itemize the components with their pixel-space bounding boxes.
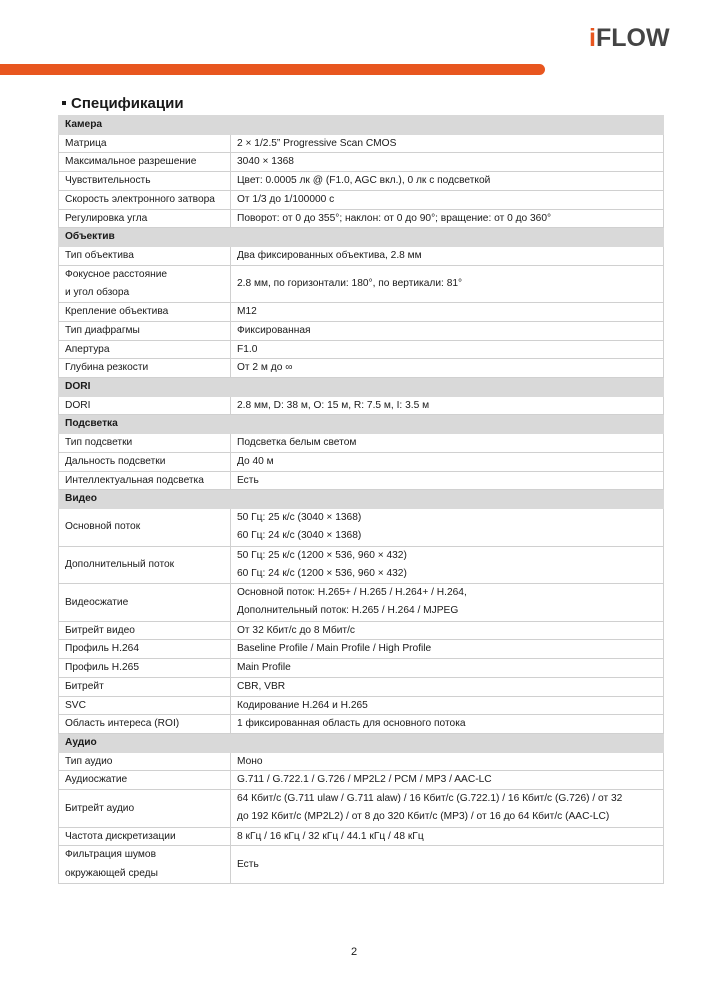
table-row [59,303,664,322]
spec-value: Есть [231,846,664,884]
spec-value: 2.8 мм, D: 38 м, O: 15 м, R: 7.5 м, I: 3.5 м [231,396,664,415]
spec-label: Матрица [59,134,231,153]
spec-value: 3040 × 1368 [231,153,664,172]
spec-value: 8 кГц / 16 кГц / 32 кГц / 44.1 кГц / 48 кГц [231,827,664,846]
spec-label: Глубина резкости [59,359,231,378]
spec-value [231,584,664,622]
spec-label: Основной поток [59,508,231,546]
section-header-label: Аудио [59,733,664,752]
table-section-header [59,415,664,434]
spec-label: Тип объектива [59,246,231,265]
table-row [59,659,664,678]
spec-value: 2 × 1/2.5” Progressive Scan CMOS [231,134,664,153]
spec-value: Два фиксированных объектива, 2.8 мм [231,246,664,265]
table-row [59,846,664,884]
spec-label: Дальность подсветки [59,452,231,471]
table-row [59,827,664,846]
spec-value: До 40 м [231,452,664,471]
spec-label: Регулировка угла [59,209,231,228]
spec-value-line: до 192 Кбит/с (MP2L2) / от 8 до 320 Кбит/с (MP3) / от 16 до 64 Кбит/с (AAC-LC) [237,811,610,823]
table-row [59,790,664,828]
section-header-label: Камера [59,116,664,135]
section-header-label: DORI [59,378,664,397]
spec-label: Профиль H.264 [59,640,231,659]
spec-label: Крепление объектива [59,303,231,322]
table-row [59,696,664,715]
spec-value: Подсветка белым светом [231,434,664,453]
table-row [59,153,664,172]
spec-value: Есть [231,471,664,490]
spec-label-line: Фильтрация шумов [65,849,156,861]
spec-label-line: Фокусное расстояние [65,268,168,280]
spec-value: От 1/3 до 1/100000 с [231,190,664,209]
header-accent-bar [0,64,545,75]
table-row [59,621,664,640]
spec-value: F1.0 [231,340,664,359]
table-row [59,584,664,622]
spec-label-line: и угол обзора [65,286,130,298]
spec-value: От 32 Кбит/с до 8 Мбит/с [231,621,664,640]
bullet-icon [62,101,66,105]
section-header-label: Подсветка [59,415,664,434]
spec-value-line: 50 Гц: 25 к/с (3040 × 1368) [237,511,362,523]
spec-value-line: 50 Гц: 25 к/с (1200 × 536, 960 × 432) [237,549,407,561]
spec-table [58,115,664,884]
table-row [59,452,664,471]
spec-label: Интеллектуальная подсветка [59,471,231,490]
table-row [59,546,664,584]
spec-label: Тип диафрагмы [59,321,231,340]
table-section-header [59,116,664,135]
page-number: 2 [350,946,358,958]
spec-label: Чувствительность [59,172,231,191]
spec-value-line: 60 Гц: 24 к/с (3040 × 1368) [237,530,362,542]
spec-label: DORI [59,396,231,415]
spec-label: Профиль H.265 [59,659,231,678]
table-row [59,752,664,771]
table-section-header [59,733,664,752]
table-section-header [59,490,664,509]
table-row [59,246,664,265]
table-row [59,340,664,359]
spec-value: Кодирование H.264 и H.265 [231,696,664,715]
spec-label: Тип аудио [59,752,231,771]
spec-value: Baseline Profile / Main Profile / High Profile [231,640,664,659]
table-row [59,209,664,228]
spec-label [59,265,231,303]
spec-value: 2.8 мм, по горизонтали: 180°, по вертикали: 81° [231,265,664,303]
spec-label-line: окружающей среды [65,867,158,879]
table-section-header [59,228,664,247]
spec-value: CBR, VBR [231,677,664,696]
spec-value: 1 фиксированная область для основного потока [231,715,664,734]
spec-value: G.711 / G.722.1 / G.726 / MP2L2 / PCM / MP3 / AAC-LC [231,771,664,790]
spec-value [231,508,664,546]
table-row [59,771,664,790]
section-header-label: Видео [59,490,664,509]
spec-label: Видеосжатие [59,584,231,622]
table-row [59,134,664,153]
spec-value: Моно [231,752,664,771]
spec-label: Битрейт видео [59,621,231,640]
spec-value: Main Profile [231,659,664,678]
spec-label: Максимальное разрешение [59,153,231,172]
table-row [59,677,664,696]
spec-label: Область интереса (ROI) [59,715,231,734]
table-row [59,640,664,659]
spec-value-line: 64 Кбит/с (G.711 ulaw / G.711 alaw) / 16 Кбит/с (G.722.1) / 16 Кбит/с (G.726) / от 32 [237,793,623,805]
spec-label: Дополнительный поток [59,546,231,584]
spec-value: Поворот: от 0 до 355°; наклон: от 0 до 90°; вращение: от 0 до 360° [231,209,664,228]
table-row [59,172,664,191]
section-title-text: Спецификации [71,95,184,112]
section-header-label: Объектив [59,228,664,247]
table-row [59,190,664,209]
spec-value: Цвет: 0.0005 лк @ (F1.0, AGC вкл.), 0 лк с подсветкой [231,172,664,191]
spec-value-line: Основной поток: H.265+ / H.265 / H.264+ / H.264, [237,587,467,599]
spec-label [59,846,231,884]
brand-logo-text: FLOW [595,24,670,52]
spec-value: M12 [231,303,664,322]
table-row [59,471,664,490]
brand-logo-i: i [589,24,596,52]
table-section-header [59,378,664,397]
spec-value [231,546,664,584]
table-row [59,508,664,546]
spec-value [231,790,664,828]
spec-label: Скорость электронного затвора [59,190,231,209]
spec-label: Частота дискретизации [59,827,231,846]
table-row [59,321,664,340]
brand-logo [589,26,671,50]
table-row [59,359,664,378]
spec-label: SVC [59,696,231,715]
table-row [59,434,664,453]
spec-value: Фиксированная [231,321,664,340]
spec-value-line: Дополнительный поток: H.265 / H.264 / MJPEG [237,605,459,617]
spec-value-line: 60 Гц: 24 к/с (1200 × 536, 960 × 432) [237,567,407,579]
table-row [59,715,664,734]
spec-label: Тип подсветки [59,434,231,453]
section-title [60,95,184,112]
spec-label: Аудиосжатие [59,771,231,790]
spec-value: От 2 м до ∞ [231,359,664,378]
spec-label: Битрейт [59,677,231,696]
spec-label: Апертура [59,340,231,359]
table-row [59,265,664,303]
table-row [59,396,664,415]
spec-label: Битрейт аудио [59,790,231,828]
